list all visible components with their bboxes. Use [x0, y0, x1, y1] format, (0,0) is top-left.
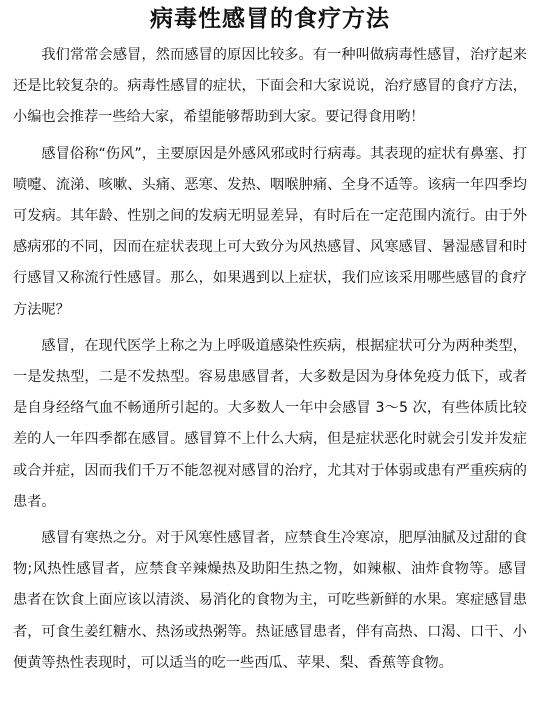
article-title: 病毒性感冒的食疗方法 [150, 5, 390, 32]
paragraph-symptoms: 感冒俗称“伤风”，主要原因是外感风邪或时行病毒。其表现的症状有鼻塞、打喷嚏、流涕、咳嗽、头痛、恶寒、发热、咽喉肿痛、全身不适等。该病一年四季均可发病。其年龄、性别之间的发病无明显差异，有时后在一定范围内流行。由于外感病邪的不同，因而在症状表现上可大致分为风热感冒、风寒感冒、暑湿感冒和时行感冒又称流行性感冒。那么，如果遇到以上症状，我们应该采用哪些感冒的食疗方法呢？ [13, 145, 527, 318]
paragraph-types: 感冒，在现代医学上称之为上呼吸道感染性疾病，根据症状可分为两种类型，一是发热型，二是不发热型。容易患感冒者，大多数是因为身体免疫力低下，或者是自身经络气血不畅通所引起的。大多数人一年中会感冒 3～5 次，有些体质比较差的人一年四季都在感冒。感冒算不上什么大病，但是症状恶化时就会引发并发症或合并症，因而我们千万不能忽视对感冒的治疗，尤其对于体弱或患有严重疾病的患者。 [13, 337, 527, 510]
paragraph-diet: 感冒有寒热之分。对于风寒性感冒者，应禁食生冷寒凉，肥厚油腻及过甜的食物;风热性感冒者，应禁食辛辣燥热及助阳生热之物，如辣椒、油炸食物等。感冒患者在饮食上面应该以清淡、易消化的食物为主，可吃些新鲜的水果。寒症感冒患者，可食生姜红糖水、热汤或热粥等。热证感冒患者，伴有高热、口渴、口干、小便黄等热性表现时，可以适当的吃一些西瓜、苹果、梨、香蕉等食物。 [13, 530, 527, 671]
paragraph-intro: 我们常常会感冒，然而感冒的原因比较多。有一种叫做病毒性感冒，治疗起来还是比较复杂的。病毒性感冒的症状，下面会和大家说说，治疗感冒的食疗方法，小编也会推荐一些给大家，希望能够帮助到大家。要记得食用哟！ [13, 47, 527, 126]
